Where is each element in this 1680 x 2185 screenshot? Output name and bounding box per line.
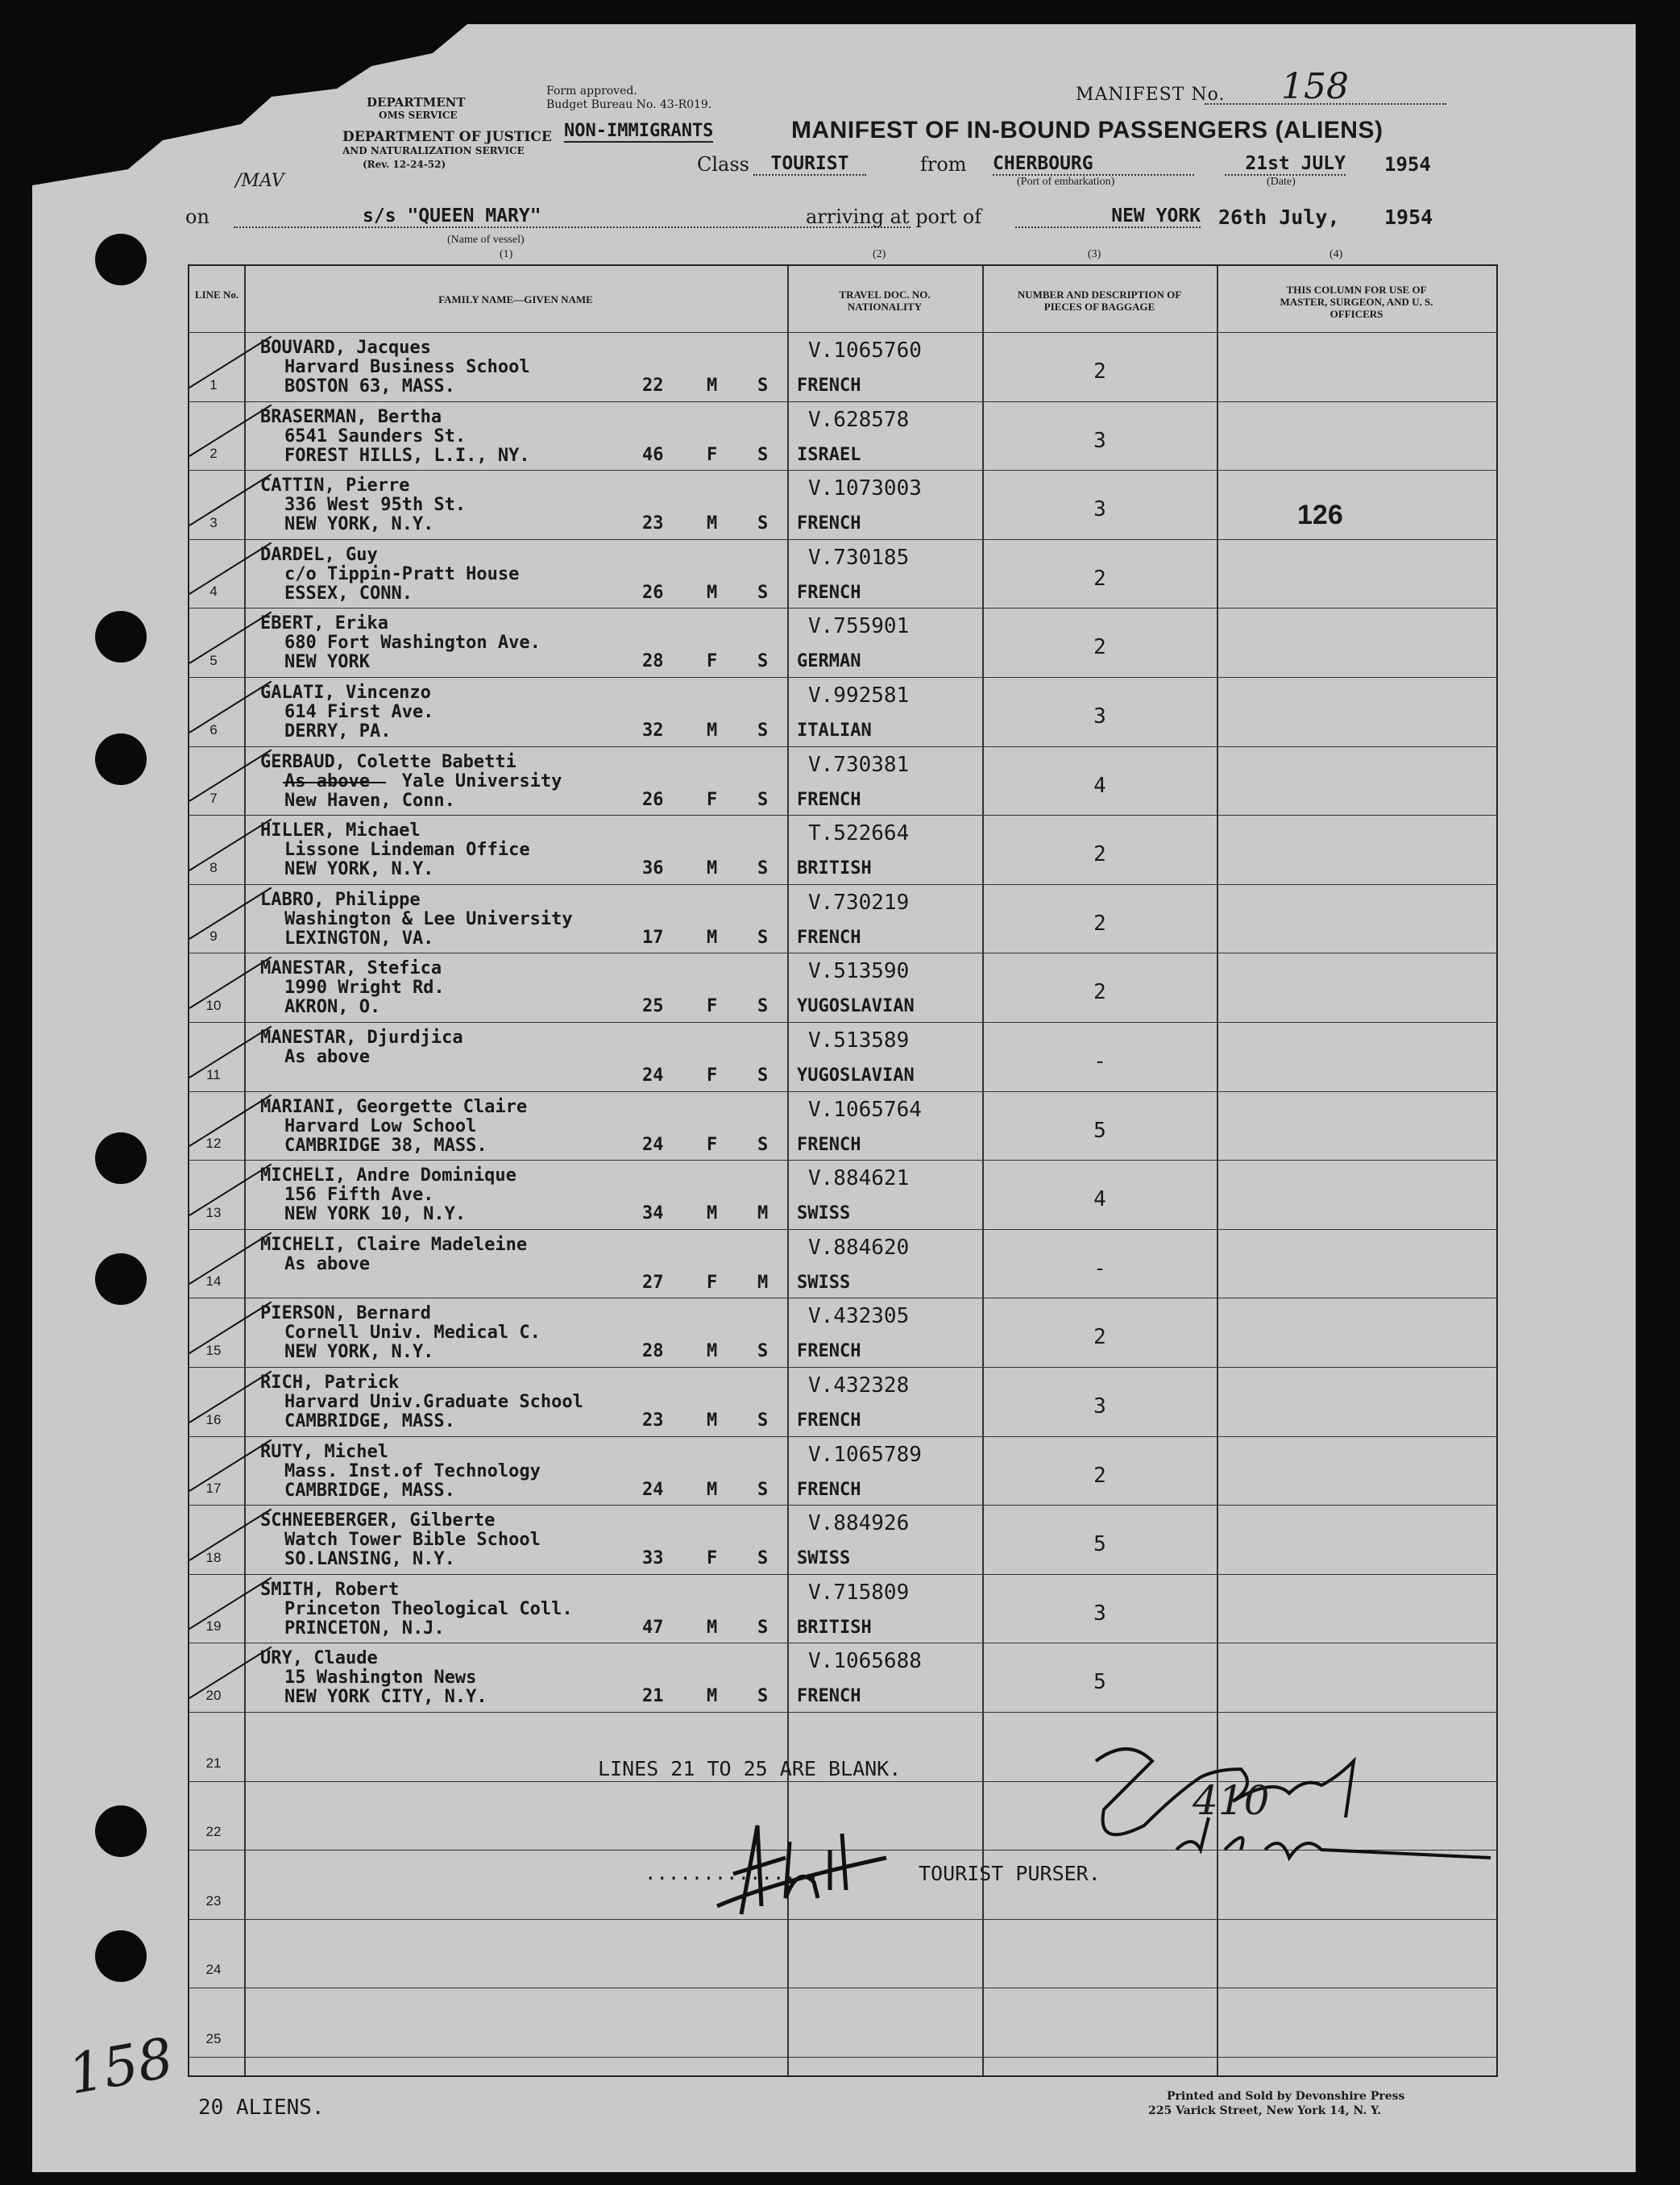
travel-doc-number: V.1065688 <box>808 1649 922 1674</box>
passenger-address: As above <box>284 1047 370 1067</box>
baggage-count: 4 <box>1093 1187 1106 1212</box>
passenger-name: MARIANI, Georgette Claire <box>260 1096 528 1117</box>
passenger-city: DERRY, PA. <box>284 721 392 741</box>
row-rule <box>189 1436 1496 1437</box>
passenger-name: GALATI, Vincenzo <box>260 683 431 703</box>
passenger-name: MICHELI, Andre Dominique <box>260 1165 516 1186</box>
passenger-address: Washington & Lee University <box>284 908 573 929</box>
line-number: 15 <box>205 1343 222 1358</box>
travel-doc-number: V.1073003 <box>808 476 922 501</box>
travel-doc-number: V.730381 <box>808 752 910 777</box>
line-number: 13 <box>205 1204 222 1220</box>
passenger-age: 24 <box>642 1134 664 1155</box>
passenger-age: 24 <box>642 1479 664 1500</box>
baggage-count: 3 <box>1093 1394 1106 1419</box>
passenger-marital-status: S <box>757 582 769 603</box>
passenger-marital-status: S <box>757 1065 769 1086</box>
passenger-age: 27 <box>642 1272 664 1293</box>
travel-doc-number: V.730219 <box>808 890 910 915</box>
dept-line-3: DEPARTMENT OF JUSTICE <box>342 129 552 145</box>
passenger-age: 47 <box>642 1617 664 1638</box>
line-number: 25 <box>205 2031 222 2046</box>
passenger-sex: F <box>707 1272 718 1293</box>
passenger-marital-status: S <box>757 927 769 948</box>
nationality: ISRAEL <box>797 444 861 465</box>
baggage-count: 4 <box>1093 773 1106 798</box>
passenger-age: 26 <box>642 582 664 603</box>
col-header-travel-doc: TRAVEL DOC. NO. NATIONALITY <box>839 289 931 313</box>
line-number: 18 <box>205 1549 222 1565</box>
nationality: SWISS <box>797 1272 851 1293</box>
passenger-age: 24 <box>642 1065 664 1086</box>
nationality: YUGOSLAVIAN <box>797 996 915 1017</box>
passenger-name: HILLER, Michael <box>260 820 421 841</box>
departure-year: 1954 <box>1384 153 1431 176</box>
manifest-no: 158 <box>1281 66 1349 107</box>
passenger-marital-status: S <box>757 721 769 741</box>
travel-doc-number: T.522664 <box>808 821 910 846</box>
passenger-name: RUTY, Michel <box>260 1441 388 1462</box>
dept-line-4: AND NATURALIZATION SERVICE <box>342 145 525 156</box>
row-rule <box>189 2057 1496 2058</box>
row-rule <box>189 401 1496 402</box>
passenger-marital-status: S <box>757 1686 769 1707</box>
line-number: 23 <box>205 1892 222 1909</box>
passenger-city: NEW YORK <box>284 652 370 673</box>
on-label: on <box>185 206 209 228</box>
column-divider <box>244 266 246 2075</box>
nationality: FRENCH <box>797 789 861 810</box>
passenger-sex: M <box>707 513 718 534</box>
nationality: SWISS <box>797 1548 851 1569</box>
line-number: 21 <box>205 1755 222 1771</box>
passenger-address: Harvard Univ.Graduate School <box>284 1392 583 1412</box>
vessel-caption: (Name of vessel) <box>447 234 525 246</box>
nationality: FRENCH <box>797 1686 861 1707</box>
line-number: 6 <box>209 721 218 737</box>
officer-note: 126 <box>1297 500 1343 530</box>
baggage-count: 2 <box>1093 980 1106 1005</box>
date-caption: (Date) <box>1267 176 1296 188</box>
line-number: 5 <box>209 653 218 668</box>
mav-mark: /MAV <box>235 171 284 191</box>
passenger-city: NEW YORK, N.Y. <box>284 859 434 880</box>
passenger-sex: M <box>707 858 718 879</box>
passenger-city: NEW YORK 10, N.Y. <box>284 1204 467 1225</box>
passenger-address: 6541 Saunders St. <box>284 426 467 447</box>
travel-doc-number: V.1065760 <box>808 339 922 363</box>
line-number: 24 <box>205 1962 222 1978</box>
nationality: FRENCH <box>797 513 861 534</box>
line-number: 14 <box>205 1273 222 1290</box>
passenger-sex: M <box>707 927 718 948</box>
passenger-address: c/o Tippin-Pratt House <box>284 563 520 584</box>
passenger-city: BOSTON 63, MASS. <box>284 376 455 397</box>
row-rule <box>189 1229 1496 1230</box>
travel-doc-number: V.513589 <box>808 1028 910 1053</box>
passenger-name: DARDEL, Guy <box>260 544 378 565</box>
punch-hole <box>95 1930 147 1982</box>
travel-doc-number: V.513590 <box>808 959 910 984</box>
passenger-sex: F <box>707 996 718 1017</box>
row-rule <box>189 1022 1496 1023</box>
passenger-marital-status: S <box>757 1410 769 1431</box>
baggage-count: 2 <box>1093 911 1106 936</box>
passenger-marital-status: M <box>757 1272 769 1293</box>
passenger-address: Lissone Lindeman Office <box>284 840 530 861</box>
dept-line-1: DEPARTMENT <box>367 95 466 110</box>
passenger-age: 21 <box>642 1686 664 1707</box>
baggage-count: 5 <box>1093 1670 1106 1695</box>
row-rule <box>189 1160 1496 1161</box>
passenger-sex: F <box>707 1134 718 1155</box>
form-approved: Form approved. <box>546 85 637 98</box>
passenger-sex: F <box>707 444 718 465</box>
row-rule <box>189 608 1496 609</box>
baggage-count: 2 <box>1093 635 1106 660</box>
col-header-officers: THIS COLUMN FOR USE OF MASTER, SURGEON, AND U. S. OFFICERS <box>1280 284 1433 320</box>
passenger-sex: F <box>707 789 718 810</box>
passenger-age: 22 <box>642 376 664 396</box>
line-number: 8 <box>209 859 218 875</box>
passenger-name: PIERSON, Bernard <box>260 1303 431 1324</box>
arrival-port: NEW YORK <box>1015 206 1201 228</box>
passenger-city: NEW YORK, N.Y. <box>284 1342 434 1363</box>
passenger-age: 34 <box>642 1203 664 1224</box>
travel-doc-number: V.884621 <box>808 1166 910 1191</box>
manifest-no-label: MANIFEST No. <box>1076 85 1226 105</box>
printer-line-2: 225 Varick Street, New York 14, N. Y. <box>1148 2104 1382 2117</box>
passenger-name: EBERT, Erika <box>260 613 388 634</box>
passenger-marital-status: S <box>757 376 769 396</box>
passenger-city: CAMBRIDGE, MASS. <box>284 1480 455 1501</box>
nationality: FRENCH <box>797 1479 861 1500</box>
baggage-count: - <box>1093 1256 1106 1281</box>
line-number: 12 <box>205 1136 222 1152</box>
passenger-address: Harvard Low School <box>284 1115 477 1136</box>
line-number: 3 <box>209 514 218 530</box>
header-rule <box>189 332 1496 333</box>
passenger-marital-status: S <box>757 1617 769 1638</box>
passenger-address: 336 West 95th St. <box>284 495 467 516</box>
nationality: YUGOSLAVIAN <box>797 1065 915 1086</box>
dept-line-5: (Rev. 12-24-52) <box>363 159 446 170</box>
budget-bureau: Budget Bureau No. 43-R019. <box>546 98 712 111</box>
passenger-sex: F <box>707 651 718 672</box>
passenger-marital-status: S <box>757 1548 769 1569</box>
row-rule <box>189 884 1496 885</box>
passenger-marital-status: S <box>757 996 769 1017</box>
passenger-marital-status: S <box>757 1134 769 1155</box>
passenger-name: RICH, Patrick <box>260 1373 400 1393</box>
travel-doc-number: V.432305 <box>808 1304 910 1329</box>
strike-through <box>283 782 386 783</box>
blank-lines-note: LINES 21 TO 25 ARE BLANK. <box>598 1757 902 1780</box>
travel-doc-number: V.1065789 <box>808 1442 922 1467</box>
passenger-name: BOUVARD, Jacques <box>260 338 431 358</box>
passenger-age: 46 <box>642 444 664 465</box>
punch-hole <box>95 611 147 663</box>
baggage-count: 2 <box>1093 566 1106 591</box>
travel-doc-number: V.730185 <box>808 545 910 570</box>
class-label: Class <box>697 153 749 176</box>
passenger-age: 28 <box>642 1341 664 1362</box>
baggage-count: 3 <box>1093 1601 1106 1626</box>
punch-hole <box>95 733 147 785</box>
column-divider <box>982 266 984 2075</box>
baggage-count: 3 <box>1093 428 1106 453</box>
line-number: 10 <box>205 998 222 1013</box>
baggage-count: 5 <box>1093 1118 1106 1143</box>
passenger-city: AKRON, O. <box>284 997 381 1018</box>
passenger-age: 23 <box>642 513 664 534</box>
col-header-baggage: NUMBER AND DESCRIPTION OF PIECES OF BAGGAGE <box>1017 289 1182 313</box>
passenger-marital-status: S <box>757 789 769 810</box>
passenger-age: 26 <box>642 789 664 810</box>
passenger-address: Cornell Univ. Medical C. <box>284 1323 541 1344</box>
footer-alien-count: 20 ALIENS. <box>198 2096 325 2120</box>
passenger-name: CATTIN, Pierre <box>260 476 410 496</box>
row-rule <box>189 1367 1496 1368</box>
row-rule <box>189 1712 1496 1713</box>
col1-number: (1) <box>500 248 513 260</box>
punch-hole <box>95 1805 147 1857</box>
line-number: 7 <box>209 791 218 807</box>
passenger-sex: M <box>707 721 718 741</box>
passenger-marital-status: S <box>757 1479 769 1500</box>
baggage-count: 3 <box>1093 497 1106 522</box>
line-number: 16 <box>205 1411 222 1427</box>
travel-doc-number: V.1065764 <box>808 1097 922 1122</box>
passenger-sex: M <box>707 1203 718 1224</box>
travel-doc-number: V.884620 <box>808 1235 910 1260</box>
printer-line-1: Printed and Sold by Devonshire Press <box>1167 2090 1405 2103</box>
from-label: from <box>920 153 967 176</box>
nationality: GERMAN <box>797 651 861 672</box>
passenger-sex: M <box>707 1617 718 1638</box>
passenger-city: FOREST HILLS, L.I., NY. <box>284 445 530 466</box>
baggage-count: 2 <box>1093 1463 1106 1488</box>
margin-number: 158 <box>64 2026 178 2108</box>
passenger-address: As above <box>284 1253 370 1274</box>
passenger-address: 614 First Ave. <box>284 702 434 722</box>
departure-date: 21st JULY <box>1225 153 1346 176</box>
passenger-age: 28 <box>642 651 664 672</box>
travel-doc-number: V.715809 <box>808 1580 910 1605</box>
class-value: TOURIST <box>753 153 866 176</box>
nationality: SWISS <box>797 1203 851 1224</box>
passenger-sex: M <box>707 1686 718 1707</box>
nationality: FRENCH <box>797 1341 861 1362</box>
column-divider <box>787 266 789 2075</box>
passenger-address: Watch Tower Bible School <box>284 1530 541 1551</box>
line-number: 11 <box>206 1066 221 1082</box>
line-number: 9 <box>209 928 218 945</box>
manifest-title: MANIFEST OF IN-BOUND PASSENGERS (ALIENS) <box>791 117 1383 143</box>
passenger-age: 25 <box>642 996 664 1017</box>
baggage-count: 2 <box>1093 1325 1106 1350</box>
passenger-city: ESSEX, CONN. <box>284 583 413 604</box>
nationality: FRENCH <box>797 582 861 603</box>
passenger-address: 156 Fifth Ave. <box>284 1185 434 1206</box>
passenger-marital-status: S <box>757 651 769 672</box>
travel-doc-number: V.755901 <box>808 614 910 639</box>
nationality: FRENCH <box>797 1134 861 1155</box>
nationality: BRITISH <box>797 1617 872 1638</box>
passenger-sex: M <box>707 1341 718 1362</box>
line-number: 1 <box>209 376 218 393</box>
passenger-marital-status: S <box>757 444 769 465</box>
row-rule <box>189 1505 1496 1506</box>
line-number: 4 <box>209 584 218 600</box>
line-number: 17 <box>205 1481 222 1497</box>
col3-number: (3) <box>1088 248 1101 260</box>
passenger-sex: M <box>707 376 718 396</box>
passenger-city: LEXINGTON, VA. <box>284 928 434 949</box>
officer-signature <box>1080 1729 1499 1874</box>
passenger-name: MICHELI, Claire Madeleine <box>260 1234 528 1255</box>
purser-title: TOURIST PURSER. <box>919 1862 1101 1885</box>
dept-line-2: OMS SERVICE <box>379 110 458 121</box>
passenger-city: CAMBRIDGE 38, MASS. <box>284 1135 487 1156</box>
nationality: BRITISH <box>797 858 872 879</box>
vessel-name: s/s "QUEEN MARY" <box>234 206 911 228</box>
arrival-year: 1954 <box>1384 206 1433 229</box>
port-embarkation: CHERBOURG <box>993 153 1194 176</box>
baggage-count: - <box>1093 1049 1106 1074</box>
passenger-sex: F <box>707 1065 718 1086</box>
row-rule <box>189 470 1496 471</box>
passenger-address: Harvard Business School <box>284 357 530 377</box>
nationality: FRENCH <box>797 927 861 948</box>
passenger-address: 15 Washington News <box>284 1668 477 1689</box>
nationality: FRENCH <box>797 376 861 396</box>
col-header-line-no: LINE No. <box>194 289 239 301</box>
row-rule <box>189 746 1496 747</box>
purser-signature <box>709 1809 894 1922</box>
passenger-marital-status: S <box>757 858 769 879</box>
passenger-sex: M <box>707 582 718 603</box>
baggage-count: 2 <box>1093 842 1106 867</box>
passenger-age: 32 <box>642 721 664 741</box>
col4-number: (4) <box>1329 248 1343 260</box>
port-embarkation-caption: (Port of embarkation) <box>1017 176 1115 188</box>
line-number: 19 <box>205 1618 222 1635</box>
line-number: 2 <box>209 446 218 462</box>
nationality: FRENCH <box>797 1410 861 1431</box>
passenger-address: As above Yale University <box>284 771 562 791</box>
baggage-count: 5 <box>1093 1532 1106 1557</box>
passenger-city: NEW YORK, N.Y. <box>284 514 434 535</box>
passenger-name: URY, Claude <box>260 1648 378 1669</box>
punch-hole <box>95 234 147 285</box>
passenger-sex: F <box>707 1548 718 1569</box>
row-rule <box>189 677 1496 678</box>
category-label: NON-IMMIGRANTS <box>564 121 714 141</box>
passenger-name: MANESTAR, Djurdjica <box>260 1028 463 1048</box>
col2-number: (2) <box>873 248 886 260</box>
officer-code: 410 <box>1193 1777 1270 1824</box>
passenger-address: 680 Fort Washington Ave. <box>284 633 541 654</box>
baggage-count: 3 <box>1093 704 1106 729</box>
row-rule <box>189 539 1496 540</box>
col-header-name: FAMILY NAME—GIVEN NAME <box>438 293 593 305</box>
passenger-address: Mass. Inst.of Technology <box>284 1460 541 1481</box>
passenger-sex: M <box>707 1410 718 1431</box>
travel-doc-number: V.992581 <box>808 683 910 708</box>
punch-hole <box>95 1253 147 1305</box>
passenger-age: 33 <box>642 1548 664 1569</box>
passenger-name: BRASERMAN, Bertha <box>260 406 442 427</box>
row-rule <box>189 815 1496 816</box>
passenger-name: SCHNEEBERGER, Gilberte <box>260 1510 496 1531</box>
punch-hole <box>95 1132 147 1184</box>
passenger-address: 1990 Wright Rd. <box>284 978 445 999</box>
passenger-name: LABRO, Philippe <box>260 889 421 910</box>
row-rule <box>189 1091 1496 1092</box>
passenger-age: 23 <box>642 1410 664 1431</box>
travel-doc-number: V.628578 <box>808 407 910 432</box>
passenger-marital-status: M <box>757 1203 769 1224</box>
travel-doc-number: V.432328 <box>808 1373 910 1398</box>
passenger-age: 36 <box>642 858 664 879</box>
baggage-count: 2 <box>1093 359 1106 384</box>
passenger-sex: M <box>707 1479 718 1500</box>
line-number: 22 <box>205 1824 222 1840</box>
passenger-marital-status: S <box>757 513 769 534</box>
passenger-city: PRINCETON, N.J. <box>284 1618 445 1639</box>
passenger-age: 17 <box>642 927 664 948</box>
row-rule <box>189 1574 1496 1575</box>
passenger-city: SO.LANSING, N.Y. <box>284 1549 455 1570</box>
passenger-name: GERBAUD, Colette Babetti <box>260 751 516 772</box>
nationality: ITALIAN <box>797 721 872 741</box>
passenger-name: MANESTAR, Stefica <box>260 958 442 979</box>
passenger-address: Princeton Theological Coll. <box>284 1598 573 1619</box>
passenger-marital-status: S <box>757 1341 769 1362</box>
purser-dots: ............... <box>645 1862 819 1884</box>
line-number: 20 <box>205 1688 222 1703</box>
arrival-date: 26th July, <box>1218 206 1340 229</box>
passenger-name: SMITH, Robert <box>260 1579 400 1600</box>
passenger-city: NEW YORK CITY, N.Y. <box>284 1687 487 1708</box>
arriving-label: arriving at port of <box>806 206 982 228</box>
passenger-city: New Haven, Conn. <box>284 790 455 811</box>
passenger-city: CAMBRIDGE, MASS. <box>284 1411 455 1431</box>
travel-doc-number: V.884926 <box>808 1511 910 1536</box>
